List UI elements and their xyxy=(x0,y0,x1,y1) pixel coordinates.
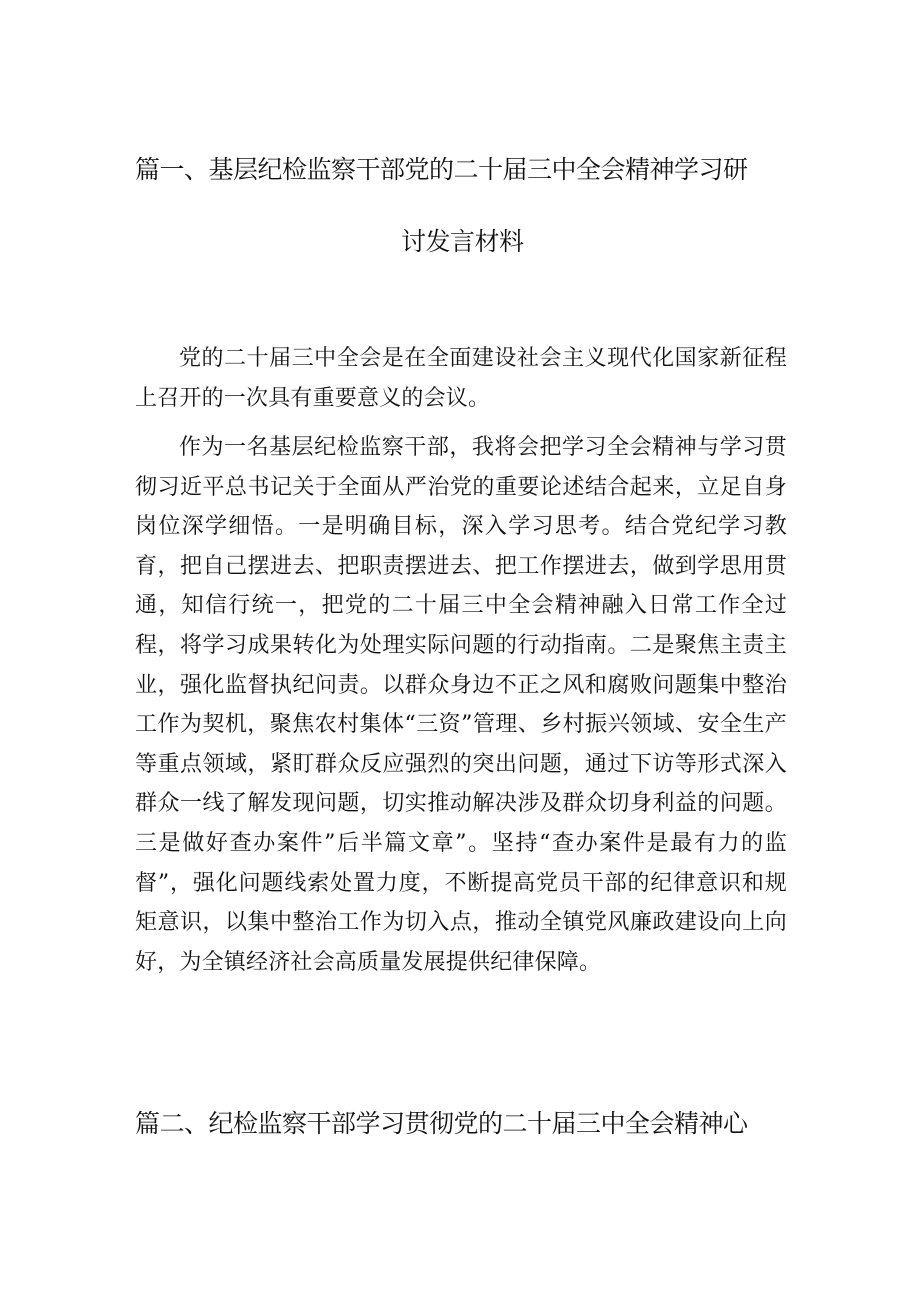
section1-title-line2: 讨发言材料 xyxy=(401,227,524,256)
section1-title-line1: 篇一、基层纪检监察干部党的二十届三中全会精神学习研 xyxy=(135,155,748,184)
section1-paragraph-1: 党的二十届三中全会是在全面建设社会主义现代化国家新征程上召开的一次具有重要意义的会议。 xyxy=(135,346,787,411)
section2-title-line1: 篇二、纪检监察干部学习贯彻党的二十届三中全会精神心 xyxy=(135,1109,748,1138)
section1-paragraph-2: 作为一名基层纪检监察干部，我将会把学习全会精神与学习贯彻习近平总书记关于全面从严治党的重要论述结合起来，立足自身岗位深学细悟。一是明确目标，深入学习思考。结合党纪学习教育，把自己摆进去、把职责摆进去、把工作摆进去，做到学思用贯通，知信行统一，把党的二十届三中全会精神融入日常工作全过程，将学习成果转化为处理实际问题的行动指南。二是聚焦主责主业，强化监督执纪问责。以群众身边不正之风和腐败问题集中整治工作为契机，聚焦农村集体“三资”管理、乡村振兴领域、安全生产等重点领域，紧盯群众反应强烈的突出问题，通过下访等形式深入群众一线了解发现问题，切实推动解决涉及群众切身利益的问题。三是做好查办案件”后半篇文章”。坚持“查办案件是最有力的监督”，强化问题线索处置力度，不断提高党员干部的纪律意识和规矩意识，以集中整治工作为切入点，推动全镇党风廉政建设向上向好，为全镇经济社会高质量发展提供纪律保障。 xyxy=(135,435,787,975)
